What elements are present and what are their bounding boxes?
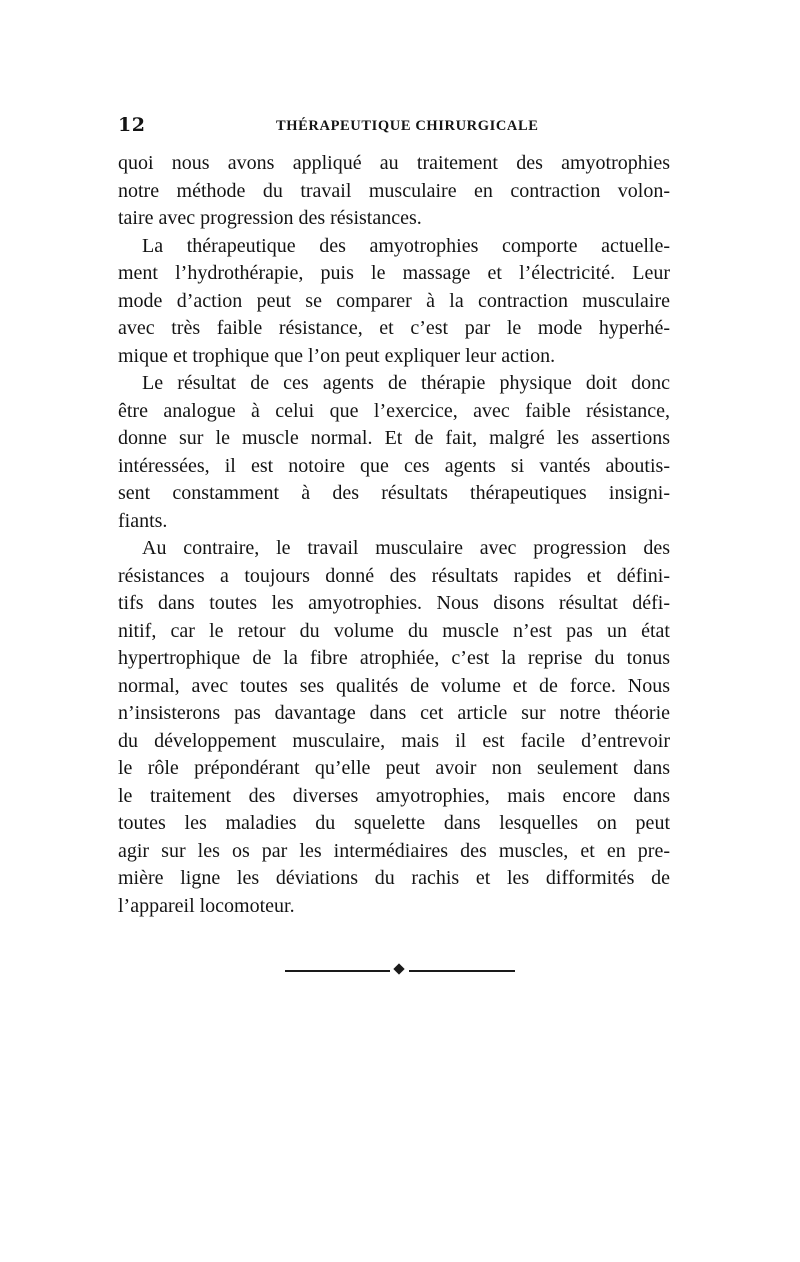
text-line: La thérapeutique des amyotrophies comporte actuelle-: [142, 234, 670, 257]
text-line: Au contraire, le travail musculaire avec progression des: [142, 537, 670, 559]
text-line: quoi nous avons appliqué au traitement des amyotrophies: [118, 152, 670, 174]
text-line: mode d’action peut se comparer à la contraction musculaire: [118, 289, 670, 312]
text-line: du développement musculaire, mais il est facile d’entrevoir: [118, 729, 670, 752]
text-line: le rôle prépondérant qu’elle peut avoir non seulement dans: [118, 757, 670, 779]
text-line: notre méthode du travail musculaire en contraction volon-: [118, 179, 670, 202]
diamond-icon: [393, 963, 404, 974]
text-line: fiants.: [118, 509, 168, 532]
text-line: sent constamment à des résultats thérapeutiques insigni-: [118, 482, 670, 504]
text-line: tifs dans toutes les amyotrophies. Nous disons résultat défi-: [118, 592, 670, 614]
text-line: Le résultat de ces agents de thérapie physique doit donc: [142, 372, 670, 394]
ornament-rule-left: [285, 970, 390, 972]
text-line: hypertrophique de la fibre atrophiée, c’est la reprise du tonus: [118, 647, 670, 669]
ornament-rule-right: [409, 970, 515, 972]
page-header: [118, 114, 670, 136]
text-line: avec très faible résistance, et c’est par le mode hyperhé-: [118, 317, 670, 339]
running-title: THÉRAPEUTIQUE CHIRURGICALE: [276, 118, 539, 134]
text-line: le traitement des diverses amyotrophies, mais encore dans: [118, 784, 670, 807]
text-line: toutes les maladies du squelette dans lesquelles on peut: [118, 812, 670, 834]
text-line: normal, avec toutes ses qualités de volume et de force. Nous: [118, 674, 670, 697]
page-number: 12: [118, 114, 146, 136]
text-line: agir sur les os par les intermédiaires des muscles, et en pre-: [118, 839, 670, 862]
text-line: n’insisterons pas davantage dans cet article sur notre théorie: [118, 702, 670, 724]
text-line: mière ligne les déviations du rachis et les difformités de: [118, 867, 670, 889]
text-line: l’appareil locomoteur.: [118, 894, 295, 917]
diamond-rule-icon: [285, 963, 515, 977]
text-line: mique et trophique que l’on peut expliquer leur action.: [118, 344, 556, 367]
text-line: ment l’hydrothérapie, puis le massage et l’électricité. Leur: [118, 262, 670, 284]
text-line: taire avec progression des résistances.: [118, 207, 422, 229]
text-line: nitif, car le retour du volume du muscle n’est pas un état: [118, 619, 670, 642]
text-line: résistances a toujours donné des résultats rapides et défini-: [118, 564, 670, 587]
text-line: donne sur le muscle normal. Et de fait, malgré les assertions: [118, 427, 670, 449]
text-line: être analogue à celui que l’exercice, avec faible résistance,: [118, 399, 670, 422]
text-line: intéressées, il est notoire que ces agents si vantés aboutis-: [118, 454, 670, 477]
body-text: [118, 150, 670, 920]
